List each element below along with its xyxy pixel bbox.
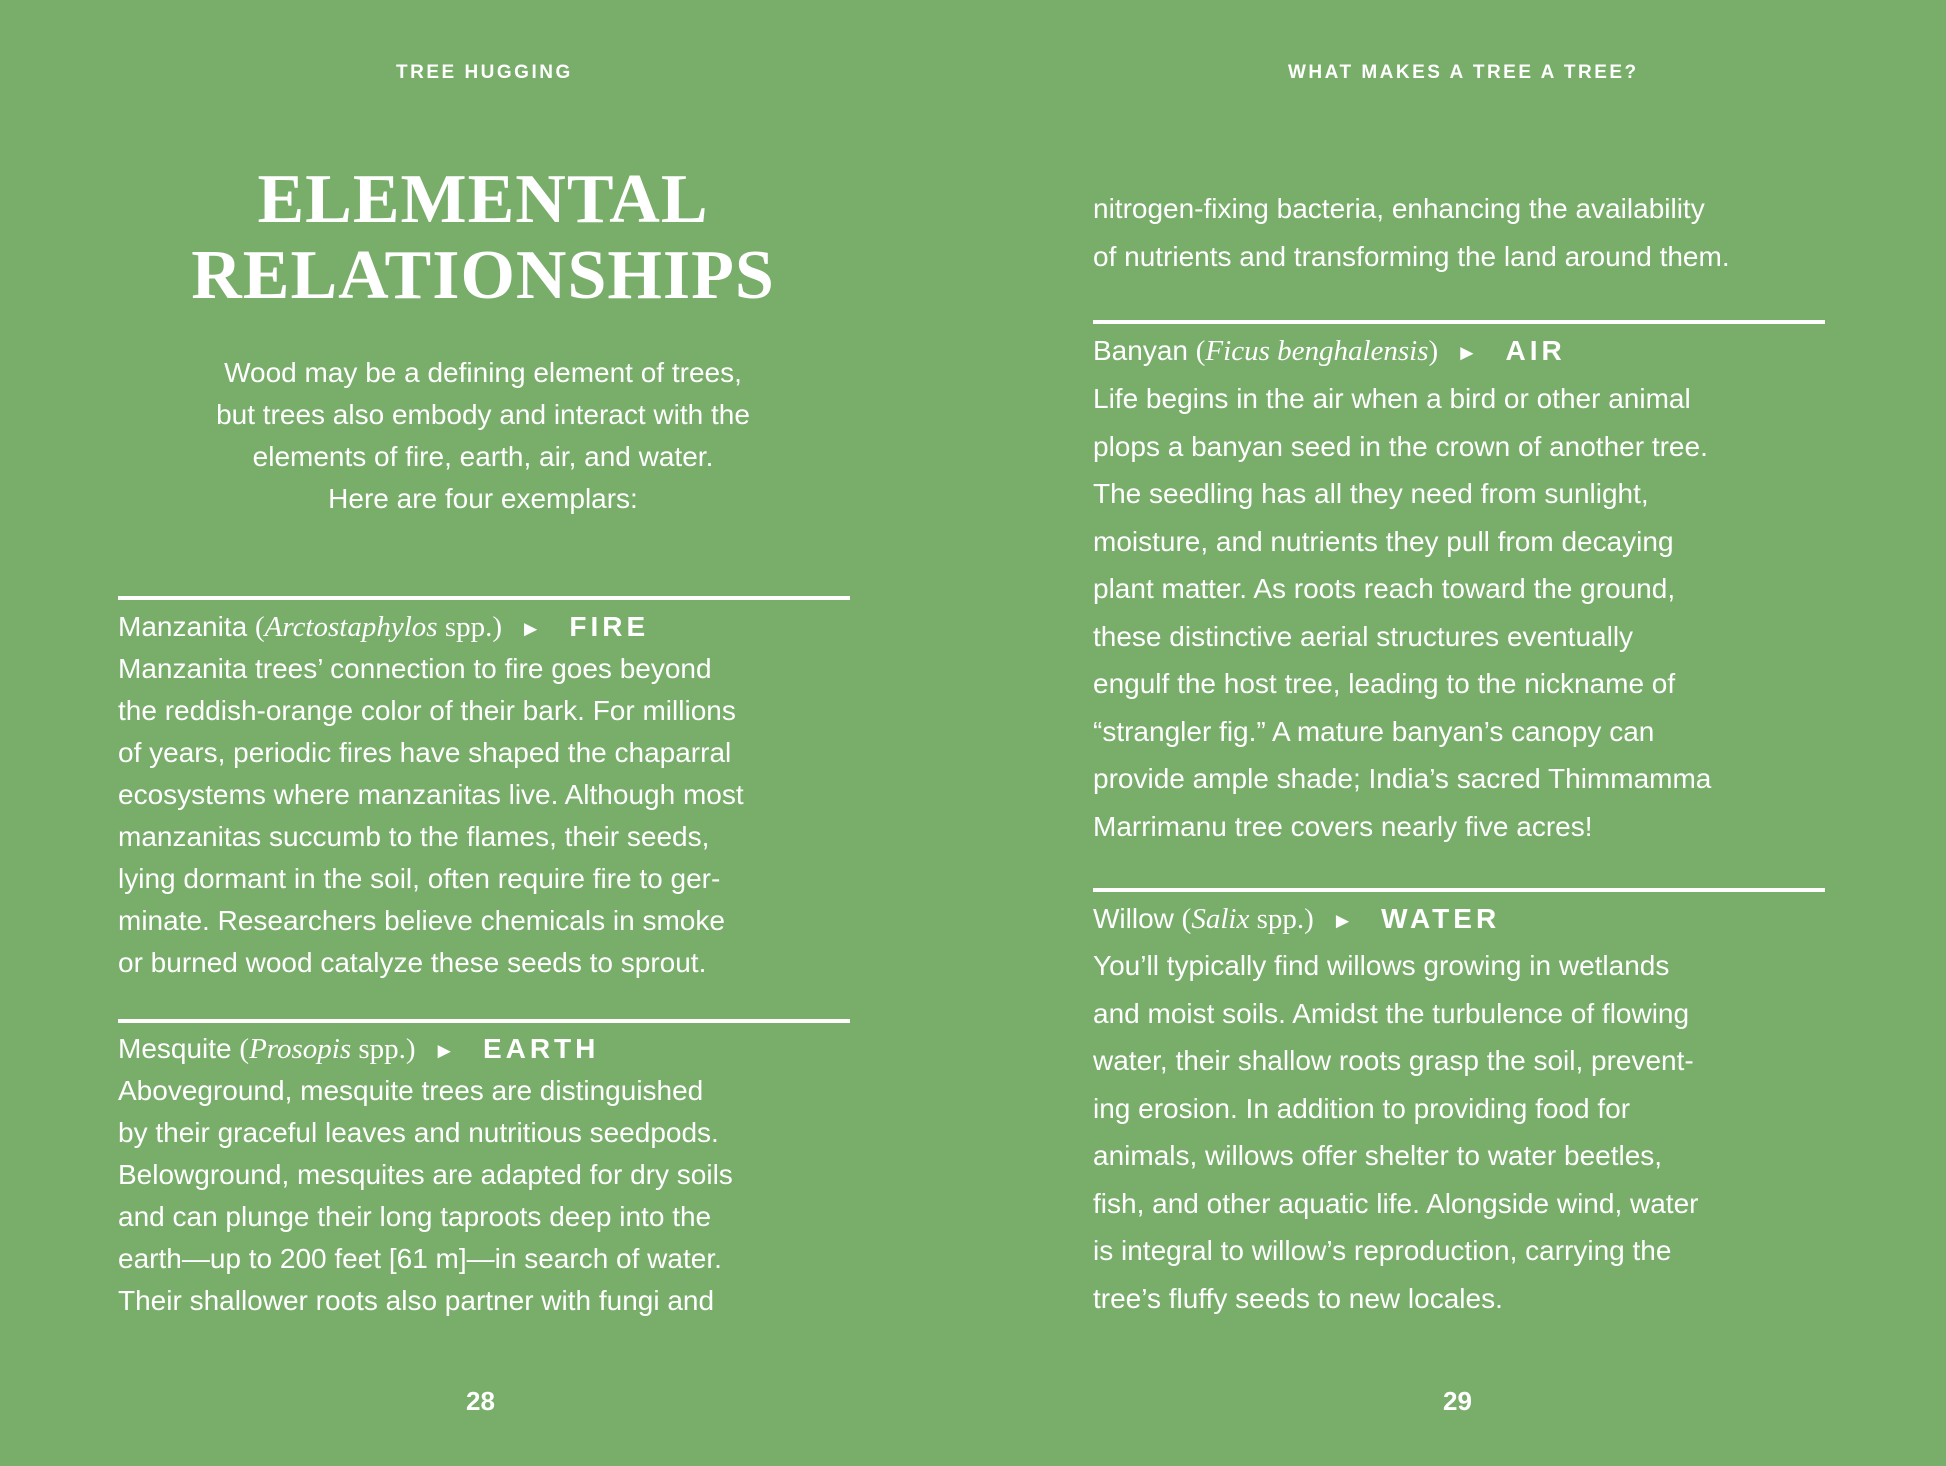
text-line: Belowground, mesquites are adapted for dry soils [118,1159,733,1190]
willow-heading [1093,898,1500,942]
text-line: Marrimanu tree covers nearly five acres! [1093,810,1593,842]
arrow-icon: ► [1331,908,1354,933]
species-suffix: spp.) [351,1033,416,1065]
genus-name: Prosopis [249,1033,352,1065]
page-number-left: 28 [466,1386,495,1416]
manzanita-body [118,648,858,984]
scientific-name [255,611,502,643]
genus-name: Salix [1191,903,1250,935]
element-label: AIR [1505,335,1566,366]
text-line: fish, and other aquatic life. Alongside wind, water [1093,1187,1699,1219]
text-line: Life begins in the air when a bird or other animal [1093,383,1691,414]
intro-line: but trees also embody and interact with the [216,399,750,430]
genus-name: Ficus benghalensis [1205,335,1429,367]
banyan-body [1093,375,1833,850]
text-line: nitrogen-fixing bacteria, enhancing the availability [1093,193,1705,224]
species-suffix: ) [1428,335,1439,367]
section-divider [118,596,850,600]
text-line: the reddish-orange color of their bark. For millions [118,695,736,726]
page-number-right: 29 [1443,1386,1472,1416]
mesquite-heading [118,1028,599,1072]
text-line: or burned wood catalyze these seeds to sprout. [118,947,707,978]
text-line: tree’s fluffy seeds to new locales. [1093,1282,1503,1314]
species-suffix: spp.) [1249,903,1314,935]
continuation-text [1093,185,1833,280]
text-line: of years, periodic fires have shaped the chaparral [118,737,732,768]
page-title [118,162,848,314]
genus-name: Arctostaphylos [264,611,438,643]
right-page [973,0,1946,1466]
text-line: The seedling has all they need from sunlight, [1093,478,1649,509]
banyan-heading [1093,330,1566,374]
text-line: engulf the host tree, leading to the nickname of [1093,668,1676,699]
common-name: Willow [1093,903,1174,934]
common-name: Manzanita [118,611,248,642]
text-line: ing erosion. In addition to providing food for [1093,1092,1631,1124]
element-label: EARTH [482,1033,600,1064]
text-line: earth—up to 200 feet [61 m]—in search of water. [118,1243,722,1274]
text-line: ecosystems where manzanitas live. Although most [118,779,744,810]
text-line: You’ll typically find willows growing in wetlands [1093,950,1670,981]
arrow-icon: ► [1455,340,1478,365]
text-line: lying dormant in the soil, often require fire to ger- [118,863,721,894]
arrow-icon: ► [433,1038,456,1063]
common-name: Banyan [1093,335,1188,366]
text-line: animals, willows offer shelter to water beetles, [1093,1140,1663,1171]
paren-open: ( [239,1033,250,1065]
text-line: water, their shallow roots grasp the soil, prevent- [1093,1045,1694,1076]
text-line: moisture, and nutrients they pull from decaying [1093,525,1674,557]
scientific-name [239,1033,415,1065]
text-line: Their shallower roots also partner with fungi and [118,1285,715,1316]
text-line: by their graceful leaves and nutritious seedpods. [118,1117,719,1148]
section-divider [118,1019,850,1023]
element-label: FIRE [569,611,650,642]
intro-line: Here are four exemplars: [328,483,638,514]
text-line: plops a banyan seed in the crown of another tree. [1093,430,1708,462]
element-label: WATER [1381,903,1501,934]
intro-paragraph [118,352,848,520]
text-line: provide ample shade; India’s sacred Thimmamma [1093,763,1712,794]
text-line: of nutrients and transforming the land around them. [1093,240,1730,272]
text-line: minate. Researchers believe chemicals in smoke [118,905,725,936]
section-divider [1093,320,1825,324]
paren-open: ( [1195,335,1206,367]
common-name: Mesquite [118,1033,232,1064]
text-line: manzanitas succumb to the flames, their seeds, [118,821,710,852]
manzanita-heading [118,606,649,650]
mesquite-body [118,1070,858,1322]
text-line: and moist soils. Amidst the turbulence of flowing [1093,997,1690,1029]
willow-body [1093,942,1833,1322]
text-line: “strangler fig.” A mature banyan’s canopy can [1093,715,1655,747]
running-head-left: TREE HUGGING [396,62,573,83]
intro-line: Wood may be a defining element of trees, [224,357,742,388]
text-line: plant matter. As roots reach toward the ground, [1093,573,1676,604]
text-line: Manzanita trees’ connection to fire goes beyond [118,653,712,684]
running-head-right: WHAT MAKES A TREE A TREE? [1288,62,1639,83]
section-divider [1093,888,1825,892]
scientific-name [1182,903,1314,935]
title-line: RELATIONSHIPS [191,237,775,314]
arrow-icon: ► [519,616,542,641]
scientific-name [1196,335,1438,367]
paren-open: ( [254,611,265,643]
text-line: Aboveground, mesquite trees are distinguished [118,1075,704,1106]
text-line: is integral to willow’s reproduction, carrying the [1093,1235,1672,1266]
species-suffix: spp.) [437,611,503,643]
paren-open: ( [1181,903,1192,935]
text-line: and can plunge their long taproots deep into the [118,1201,712,1232]
intro-line: elements of fire, earth, air, and water. [252,441,714,472]
title-line: ELEMENTAL [257,161,709,238]
text-line: these distinctive aerial structures eventually [1093,620,1634,652]
